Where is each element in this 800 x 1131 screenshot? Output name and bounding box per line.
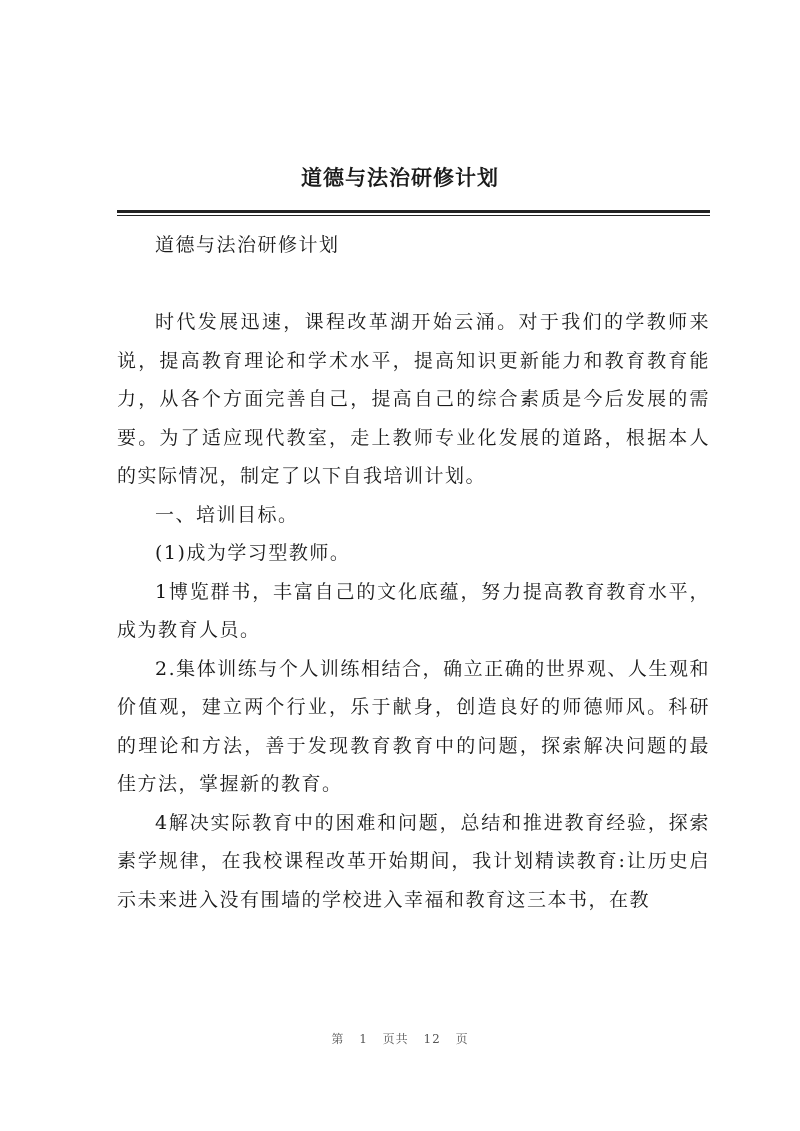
paragraph-goal-1: (1)成为学习型教师。 <box>155 542 351 564</box>
footer-middle: 页共 <box>382 1032 409 1046</box>
title-divider <box>117 210 710 213</box>
footer-total-pages: 12 <box>423 1032 441 1046</box>
footer-prefix: 第 <box>331 1032 345 1046</box>
document-subtitle: 道德与法治研修计划 <box>155 234 340 256</box>
footer-suffix: 页 <box>455 1032 469 1046</box>
paragraph-intro: 时代发展迅速，课程改革湖开始云涌。对于我们的学教师来说，提高教育理论和学术水平，提高知识更新能力和教育教育能力，从各个方面完善自己，提高自己的综合素质是今后发展的需要。为了适应现代教室，走上教师专业化发展的道路，根据本人的实际情况，制定了以下自我培训计划。 <box>117 311 710 487</box>
document-title: 道德与法治研修计划 <box>301 165 499 190</box>
paragraph-item-2: 2.集体训练与个人训练相结合，确立正确的世界观、人生观和价值观，建立两个行业，乐于献身，创造良好的师德师风。科研的理论和方法，善于发现教育教育中的问题，探索解决问题的最佳方法，掌握新的教育。 <box>117 657 710 795</box>
footer-current-page: 1 <box>359 1032 368 1046</box>
paragraph-item-1: 1博览群书，丰富自己的文化底蕴，努力提高教育教育水平，成为教育人员。 <box>117 580 710 641</box>
paragraph-section-heading: 一、培训目标。 <box>155 503 299 526</box>
paragraph-item-4: 4解决实际教育中的困难和问题，总结和推进教育经验，探索素学规律，在我校课程改革开始期间，我计划精读教育:让历史启示未来进入没有围墙的学校进入幸福和教育这三本书，在教 <box>117 811 710 911</box>
page-footer <box>0 1030 800 1047</box>
document-body <box>117 226 710 919</box>
